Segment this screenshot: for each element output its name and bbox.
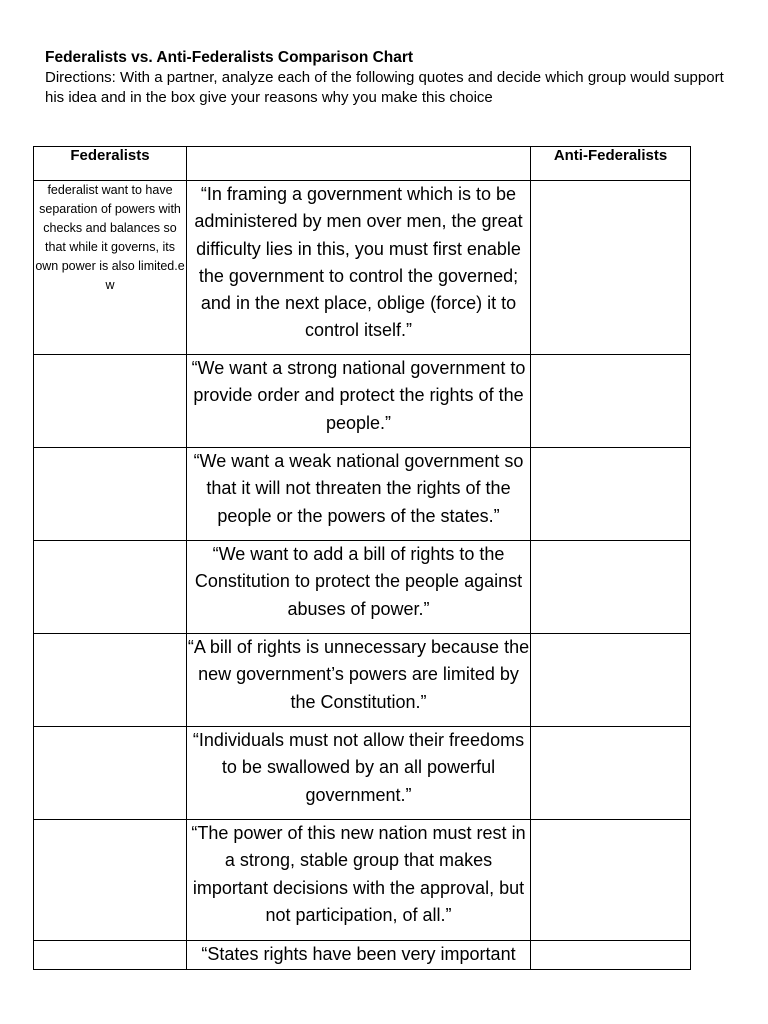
- quote-cell: “States rights have been very important: [187, 941, 531, 970]
- anti-federalist-answer-cell[interactable]: [531, 541, 691, 634]
- anti-federalist-answer-cell[interactable]: [531, 448, 691, 541]
- quote-cell: “A bill of rights is unnecessary because the new government’s powers are limited by the Constitution.”: [187, 634, 531, 727]
- anti-federalist-answer-cell[interactable]: [531, 727, 691, 820]
- directions-text: Directions: With a partner, analyze each of the following quotes and decide which group would support his idea and in the box give your reasons why you make this choice: [45, 69, 724, 106]
- document-title: Federalists vs. Anti-Federalists Comparison Chart: [45, 49, 414, 66]
- anti-federalist-answer-cell[interactable]: [531, 820, 691, 941]
- anti-federalist-answer-cell[interactable]: [531, 941, 691, 970]
- table-row: [34, 355, 691, 448]
- federalist-answer-cell[interactable]: [34, 727, 187, 820]
- anti-federalist-answer-cell[interactable]: [531, 634, 691, 727]
- federalist-answer-cell[interactable]: federalist want to have separation of powers with checks and balances so that while it governs, its own power is also limited.e w: [34, 181, 187, 355]
- header-federalists: Federalists: [34, 147, 187, 181]
- quote-cell: “Individuals must not allow their freedoms to be swallowed by an all powerful government.”: [187, 727, 531, 820]
- quote-cell: “The power of this new nation must rest in a strong, stable group that makes important decisions with the approval, but not participation, of all.”: [187, 820, 531, 941]
- comparison-table: [33, 146, 691, 970]
- federalist-answer-cell[interactable]: [34, 448, 187, 541]
- quote-cell: “In framing a government which is to be administered by men over men, the great difficulty lies in this, you must first enable the government to control the governed; and in the next place, oblige (force) it to control itself.”: [187, 181, 531, 355]
- anti-federalist-answer-cell[interactable]: [531, 355, 691, 448]
- federalist-answer-cell[interactable]: [34, 355, 187, 448]
- quote-cell: “We want to add a bill of rights to the Constitution to protect the people against abuses of power.”: [187, 541, 531, 634]
- federalist-answer-cell[interactable]: [34, 941, 187, 970]
- federalist-answer-cell[interactable]: [34, 541, 187, 634]
- table-row: [34, 541, 691, 634]
- table-header-row: [34, 147, 691, 181]
- table-row: [34, 727, 691, 820]
- header-quote: [187, 147, 531, 181]
- table-row: [34, 634, 691, 727]
- table-row: [34, 941, 691, 970]
- document-header: [45, 48, 735, 108]
- header-anti-federalists: Anti-Federalists: [531, 147, 691, 181]
- federalist-answer-cell[interactable]: [34, 820, 187, 941]
- quote-cell: “We want a strong national government to provide order and protect the rights of the people.”: [187, 355, 531, 448]
- anti-federalist-answer-cell[interactable]: [531, 181, 691, 355]
- quote-cell: “We want a weak national government so that it will not threaten the rights of the people or the powers of the states.”: [187, 448, 531, 541]
- table-row: [34, 181, 691, 355]
- table-row: [34, 448, 691, 541]
- table-row: [34, 820, 691, 941]
- federalist-answer-cell[interactable]: [34, 634, 187, 727]
